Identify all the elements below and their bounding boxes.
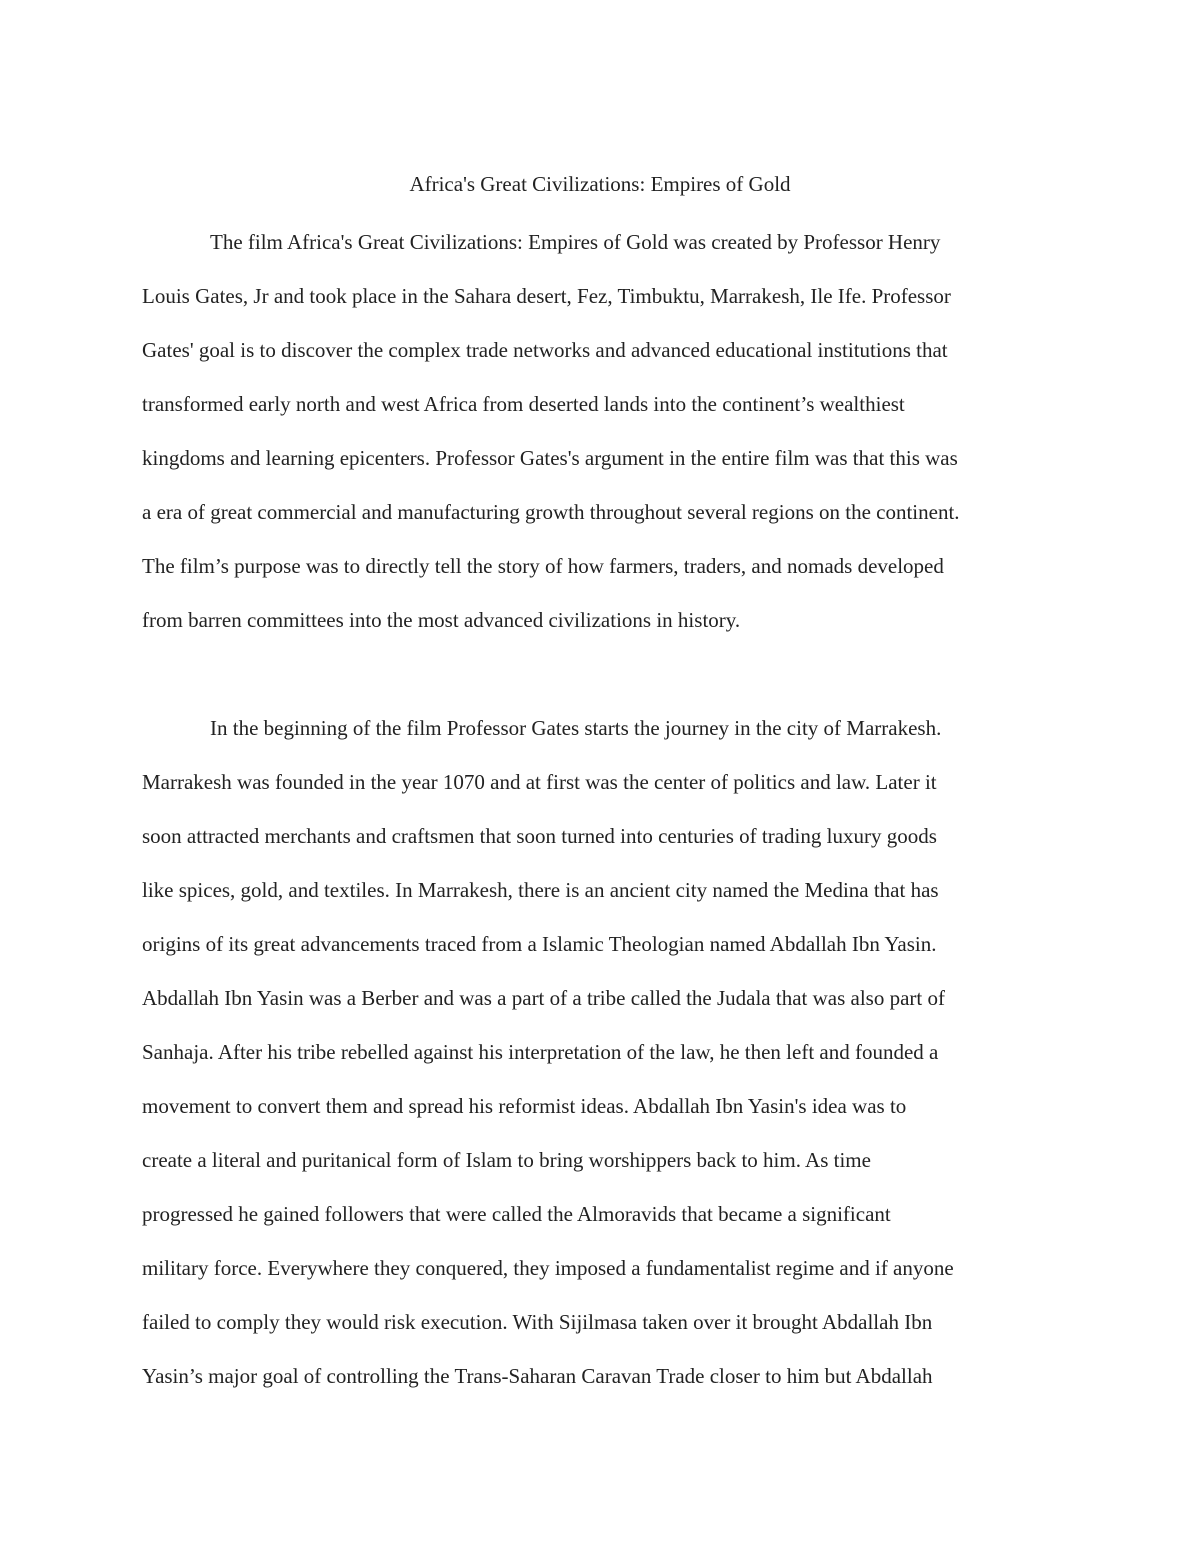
text-line: failed to comply they would risk execution. With Sijilmasa taken over it brought Abdallah Ibn: [142, 1310, 933, 1334]
paragraph-2: [142, 713, 1072, 1415]
text-line: transformed early north and west Africa from deserted lands into the continent’s wealthiest: [142, 392, 905, 416]
text-line: Sanhaja. After his tribe rebelled against his interpretation of the law, he then left and founded a: [142, 1040, 939, 1064]
text-line: soon attracted merchants and craftsmen that soon turned into centuries of trading luxury goods: [142, 824, 937, 848]
text-line: Marrakesh was founded in the year 1070 and at first was the center of politics and law. Later it: [142, 770, 937, 794]
text-line: kingdoms and learning epicenters. Professor Gates's argument in the entire film was that this was: [142, 446, 958, 470]
text-line: military force. Everywhere they conquered, they imposed a fundamentalist regime and if anyone: [142, 1256, 954, 1280]
text-line: movement to convert them and spread his reformist ideas. Abdallah Ibn Yasin's idea was to: [142, 1094, 907, 1118]
text-line: a era of great commercial and manufacturing growth throughout several regions on the continent.: [142, 500, 960, 524]
text-line: Gates' goal is to discover the complex trade networks and advanced educational institutions that: [142, 338, 948, 362]
document-title: Africa's Great Civilizations: Empires of Gold: [409, 172, 791, 196]
text-line: The film Africa's Great Civilizations: Empires of Gold was created by Professor Henry: [210, 230, 941, 254]
text-line: origins of its great advancements traced from a Islamic Theologian named Abdallah Ibn Yasin.: [142, 932, 937, 956]
text-line: In the beginning of the film Professor Gates starts the journey in the city of Marrakesh.: [210, 716, 942, 740]
text-line: progressed he gained followers that were called the Almoravids that became a significant: [142, 1202, 891, 1226]
text-line: Abdallah Ibn Yasin was a Berber and was a part of a tribe called the Judala that was also part of: [142, 986, 945, 1010]
text-line: from barren committees into the most advanced civilizations in history.: [142, 608, 741, 632]
text-line: create a literal and puritanical form of Islam to bring worshippers back to him. As time: [142, 1148, 871, 1172]
text-line: Yasin’s major goal of controlling the Trans-Saharan Caravan Trade closer to him but Abdallah: [142, 1364, 933, 1388]
text-line: like spices, gold, and textiles. In Marrakesh, there is an ancient city named the Medina that has: [142, 878, 939, 902]
paragraph-1: [142, 227, 1072, 659]
text-line: The film’s purpose was to directly tell the story of how farmers, traders, and nomads developed: [142, 554, 944, 578]
text-line: Louis Gates, Jr and took place in the Sahara desert, Fez, Timbuktu, Marrakesh, Ile Ife. Professor: [142, 284, 951, 308]
